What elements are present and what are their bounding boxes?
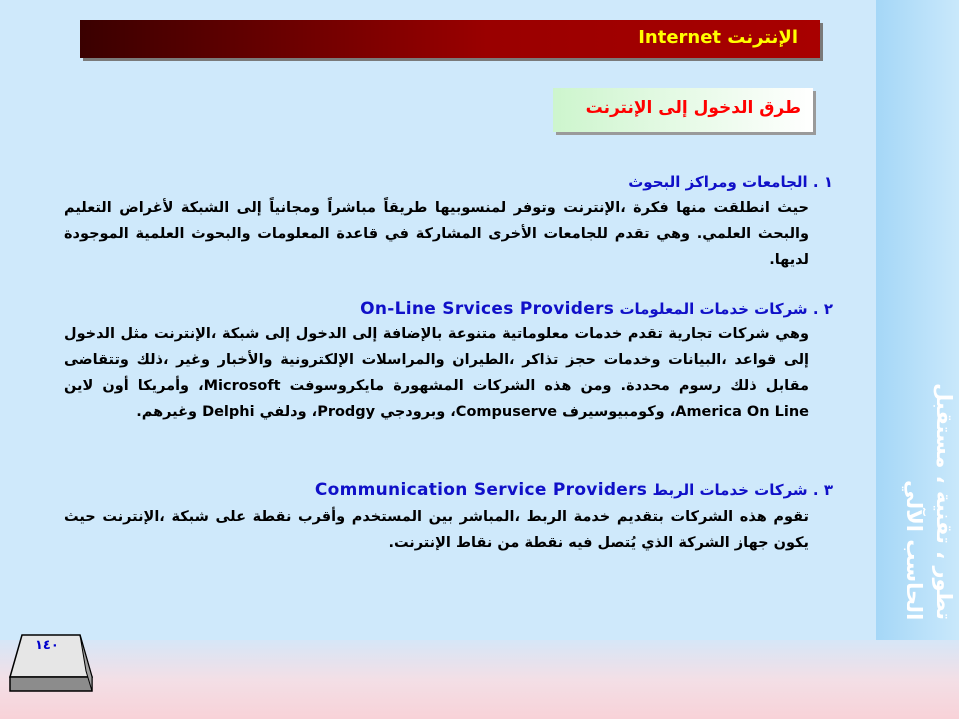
side-banner	[876, 20, 959, 620]
header-bar	[80, 20, 820, 58]
section-2-heading	[360, 299, 833, 319]
section-2-body-text: وهي شركات تجارية تقدم خدمات معلوماتية متنوعة بالإضافة إلى الدخول إلى شبكة ،الإنترنت مثل الدخول إلى قواعد ،البيانات وخدمات حجز تذاكر ،الطيران والمراسلات الإلكترونية والأخبار وغير ،ذلك وتتقاضى مقابل ذلك رسوم محددة. ومن هذه الشركات المشهورة مايكروسوفت Microsoft، وأمريكا أون لاين America On Line، وكومبيوسيرف Compuserve، وبرودجي Prodgy، ودلفي Delphi وغيرهم.	[64, 326, 809, 420]
section-3-body-text: تقوم هذه الشركات بتقديم خدمة الربط ،المباشر بين المستخدم وأقرب نقطة على شبكة ،الإنترنت حيث يكون جهاز الشركة الذي يُتصل فيه نقطة من نقاط الإنترنت.	[64, 509, 809, 551]
section-2-heading-latin: On-Line Srvices Providers	[360, 299, 615, 319]
section-1-body-text: حيث انطلقت منها فكرة ،الإنترنت وتوفر لمنسوبيها طريقاً مباشراً ومجانياً إلى الشبكة لأغراض التعليم والبحث العلمي. وهي تقدم للجامعات الأخرى المشاركة في قاعدة المعلومات والبحوث العلمية الموجودة لديها.	[64, 200, 809, 268]
section-1-body	[64, 195, 809, 273]
section-3-heading-text: شركات خدمات الربط	[652, 481, 808, 499]
section-3-body	[64, 504, 809, 556]
side-banner-line2: الحاسب الآلي	[902, 479, 926, 620]
page-number: ١٤٠	[35, 638, 59, 653]
section-3-number: ٣ .	[812, 481, 833, 499]
section-1-heading	[628, 173, 833, 191]
section-3-heading-latin: Communication Service Providers	[314, 480, 648, 500]
section-2-heading-text: شركات خدمات المعلومات	[619, 300, 808, 318]
section-3-heading	[315, 480, 833, 500]
side-banner-line1: تطور ، تقنية ، مستقبل	[932, 382, 956, 620]
section-1-number: ١ .	[812, 173, 833, 191]
page-title: الإنترنت Internet	[638, 27, 798, 48]
subtitle-text: طرق الدخول إلى الإنترنت	[585, 98, 801, 118]
section-1-heading-text: الجامعات ومراكز البحوث	[628, 173, 808, 191]
section-2-body	[64, 321, 809, 425]
subtitle-box	[553, 88, 813, 132]
section-2-number: ٢ .	[812, 300, 833, 318]
